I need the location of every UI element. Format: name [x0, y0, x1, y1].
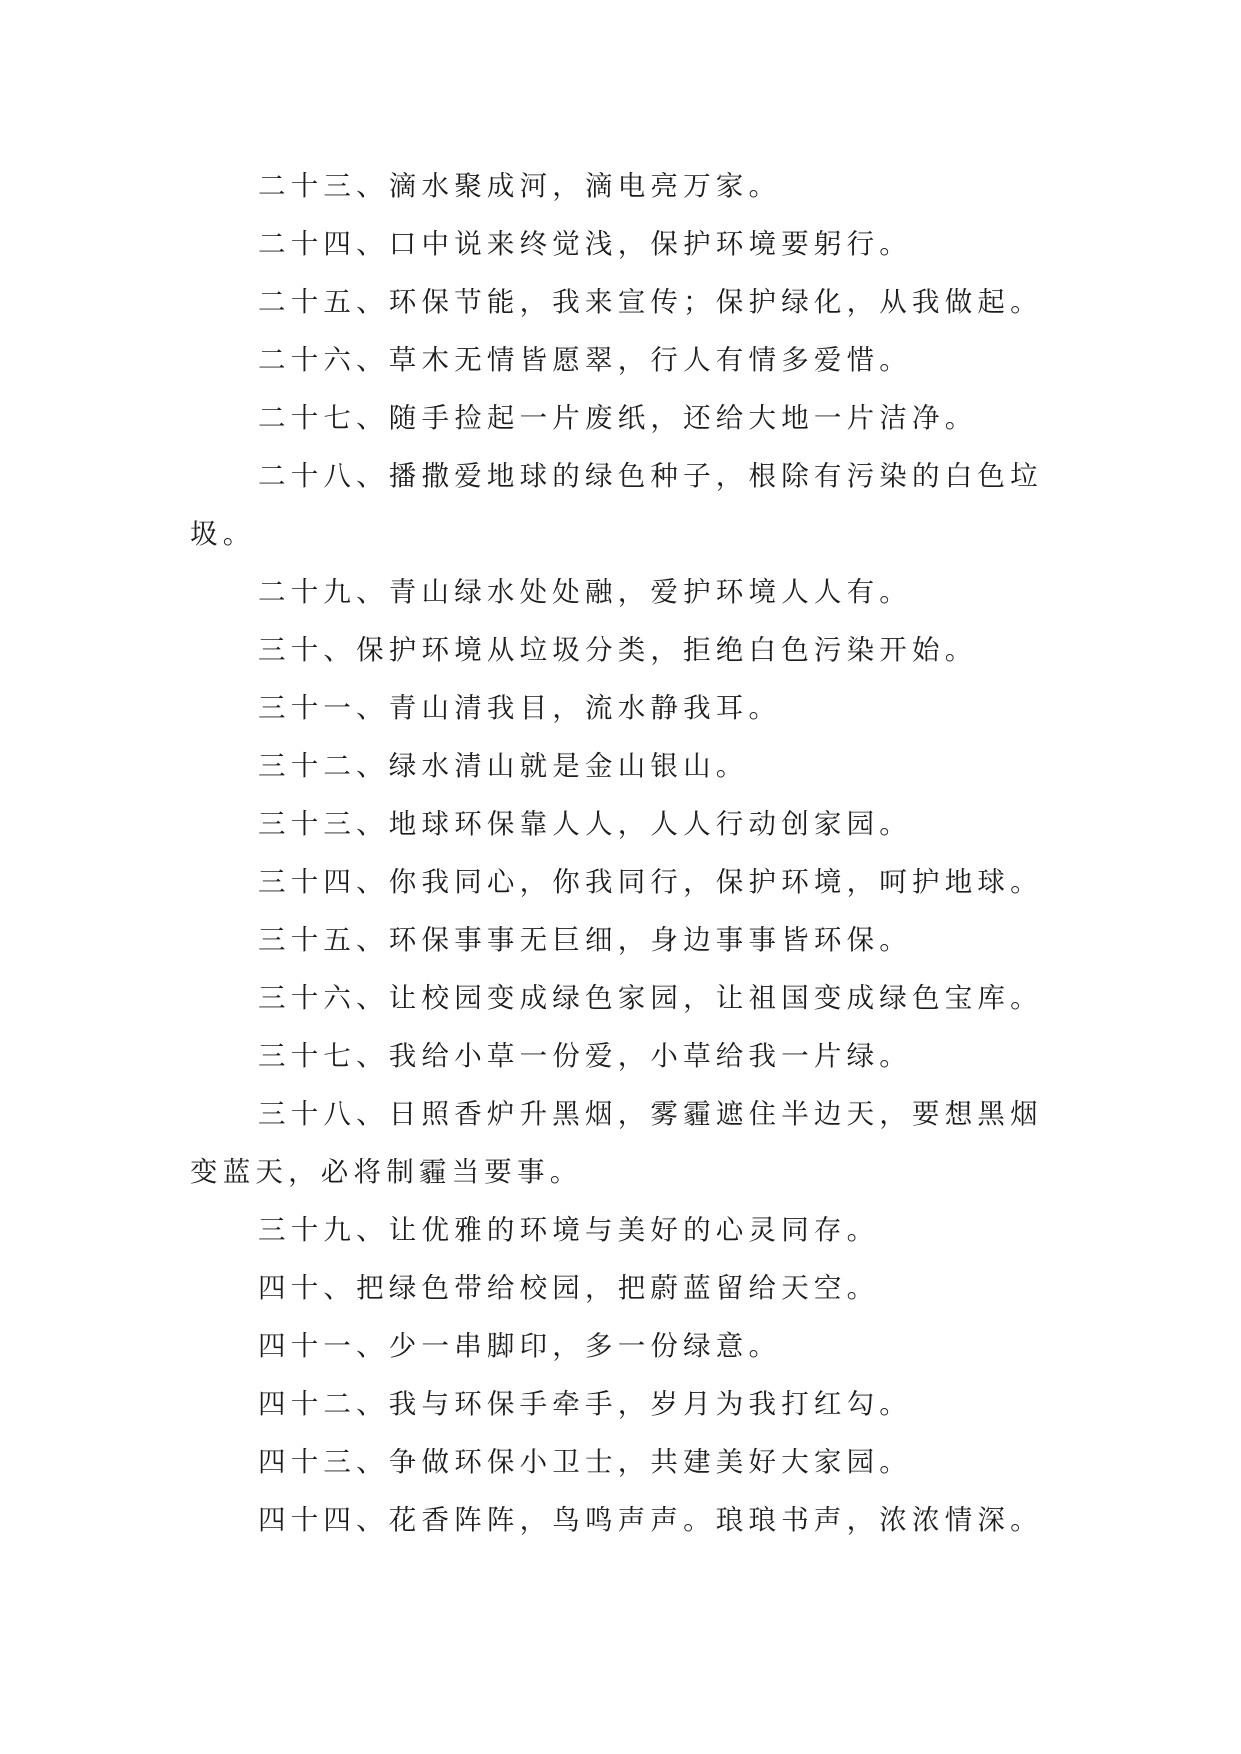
paragraph-35: 三十五、环保事事无巨细，身边事事皆环保。: [258, 924, 912, 956]
paragraph-24: 二十四、口中说来终觉浅，保护环境要躬行。: [258, 228, 912, 260]
paragraph-26: 二十六、草木无情皆愿翠，行人有情多爱惜。: [258, 344, 912, 376]
document-body: [190, 157, 1060, 1549]
paragraph-27: 二十七、随手捡起一片废纸，还给大地一片洁净。: [258, 402, 978, 434]
paragraph-31: 三十一、青山清我目，流水静我耳。: [258, 692, 782, 724]
paragraph-38: 三十八、日照香炉升黑烟，雾霾遮住半边天，要想黑烟变蓝天，必将制霾当要事。: [190, 1098, 1043, 1188]
paragraph-23: 二十三、滴水聚成河，滴电亮万家。: [258, 170, 782, 202]
paragraph-25: 二十五、环保节能，我来宣传；保护绿化，从我做起。: [258, 286, 1043, 318]
paragraph-43: 四十三、争做环保小卫士，共建美好大家园。: [258, 1446, 912, 1478]
paragraph-37: 三十七、我给小草一份爱，小草给我一片绿。: [258, 1040, 912, 1072]
paragraph-44: 四十四、花香阵阵，鸟鸣声声。琅琅书声，浓浓情深。: [258, 1504, 1043, 1536]
paragraph-32: 三十二、绿水清山就是金山银山。: [258, 750, 749, 782]
paragraph-41: 四十一、少一串脚印，多一份绿意。: [258, 1330, 782, 1362]
paragraph-36: 三十六、让校园变成绿色家园，让祖国变成绿色宝库。: [258, 982, 1043, 1014]
paragraph-40: 四十、把绿色带给校园，把蔚蓝留给天空。: [258, 1272, 880, 1304]
paragraph-42: 四十二、我与环保手牵手，岁月为我打红勾。: [258, 1388, 912, 1420]
paragraph-29: 二十九、青山绿水处处融，爱护环境人人有。: [258, 576, 912, 608]
paragraph-34: 三十四、你我同心，你我同行，保护环境，呵护地球。: [258, 866, 1043, 898]
paragraph-30: 三十、保护环境从垃圾分类，拒绝白色污染开始。: [258, 634, 978, 666]
paragraph-28: 二十八、播撒爱地球的绿色种子，根除有污染的白色垃圾。: [190, 460, 1043, 550]
paragraph-39: 三十九、让优雅的环境与美好的心灵同存。: [258, 1214, 880, 1246]
paragraph-33: 三十三、地球环保靠人人，人人行动创家园。: [258, 808, 912, 840]
